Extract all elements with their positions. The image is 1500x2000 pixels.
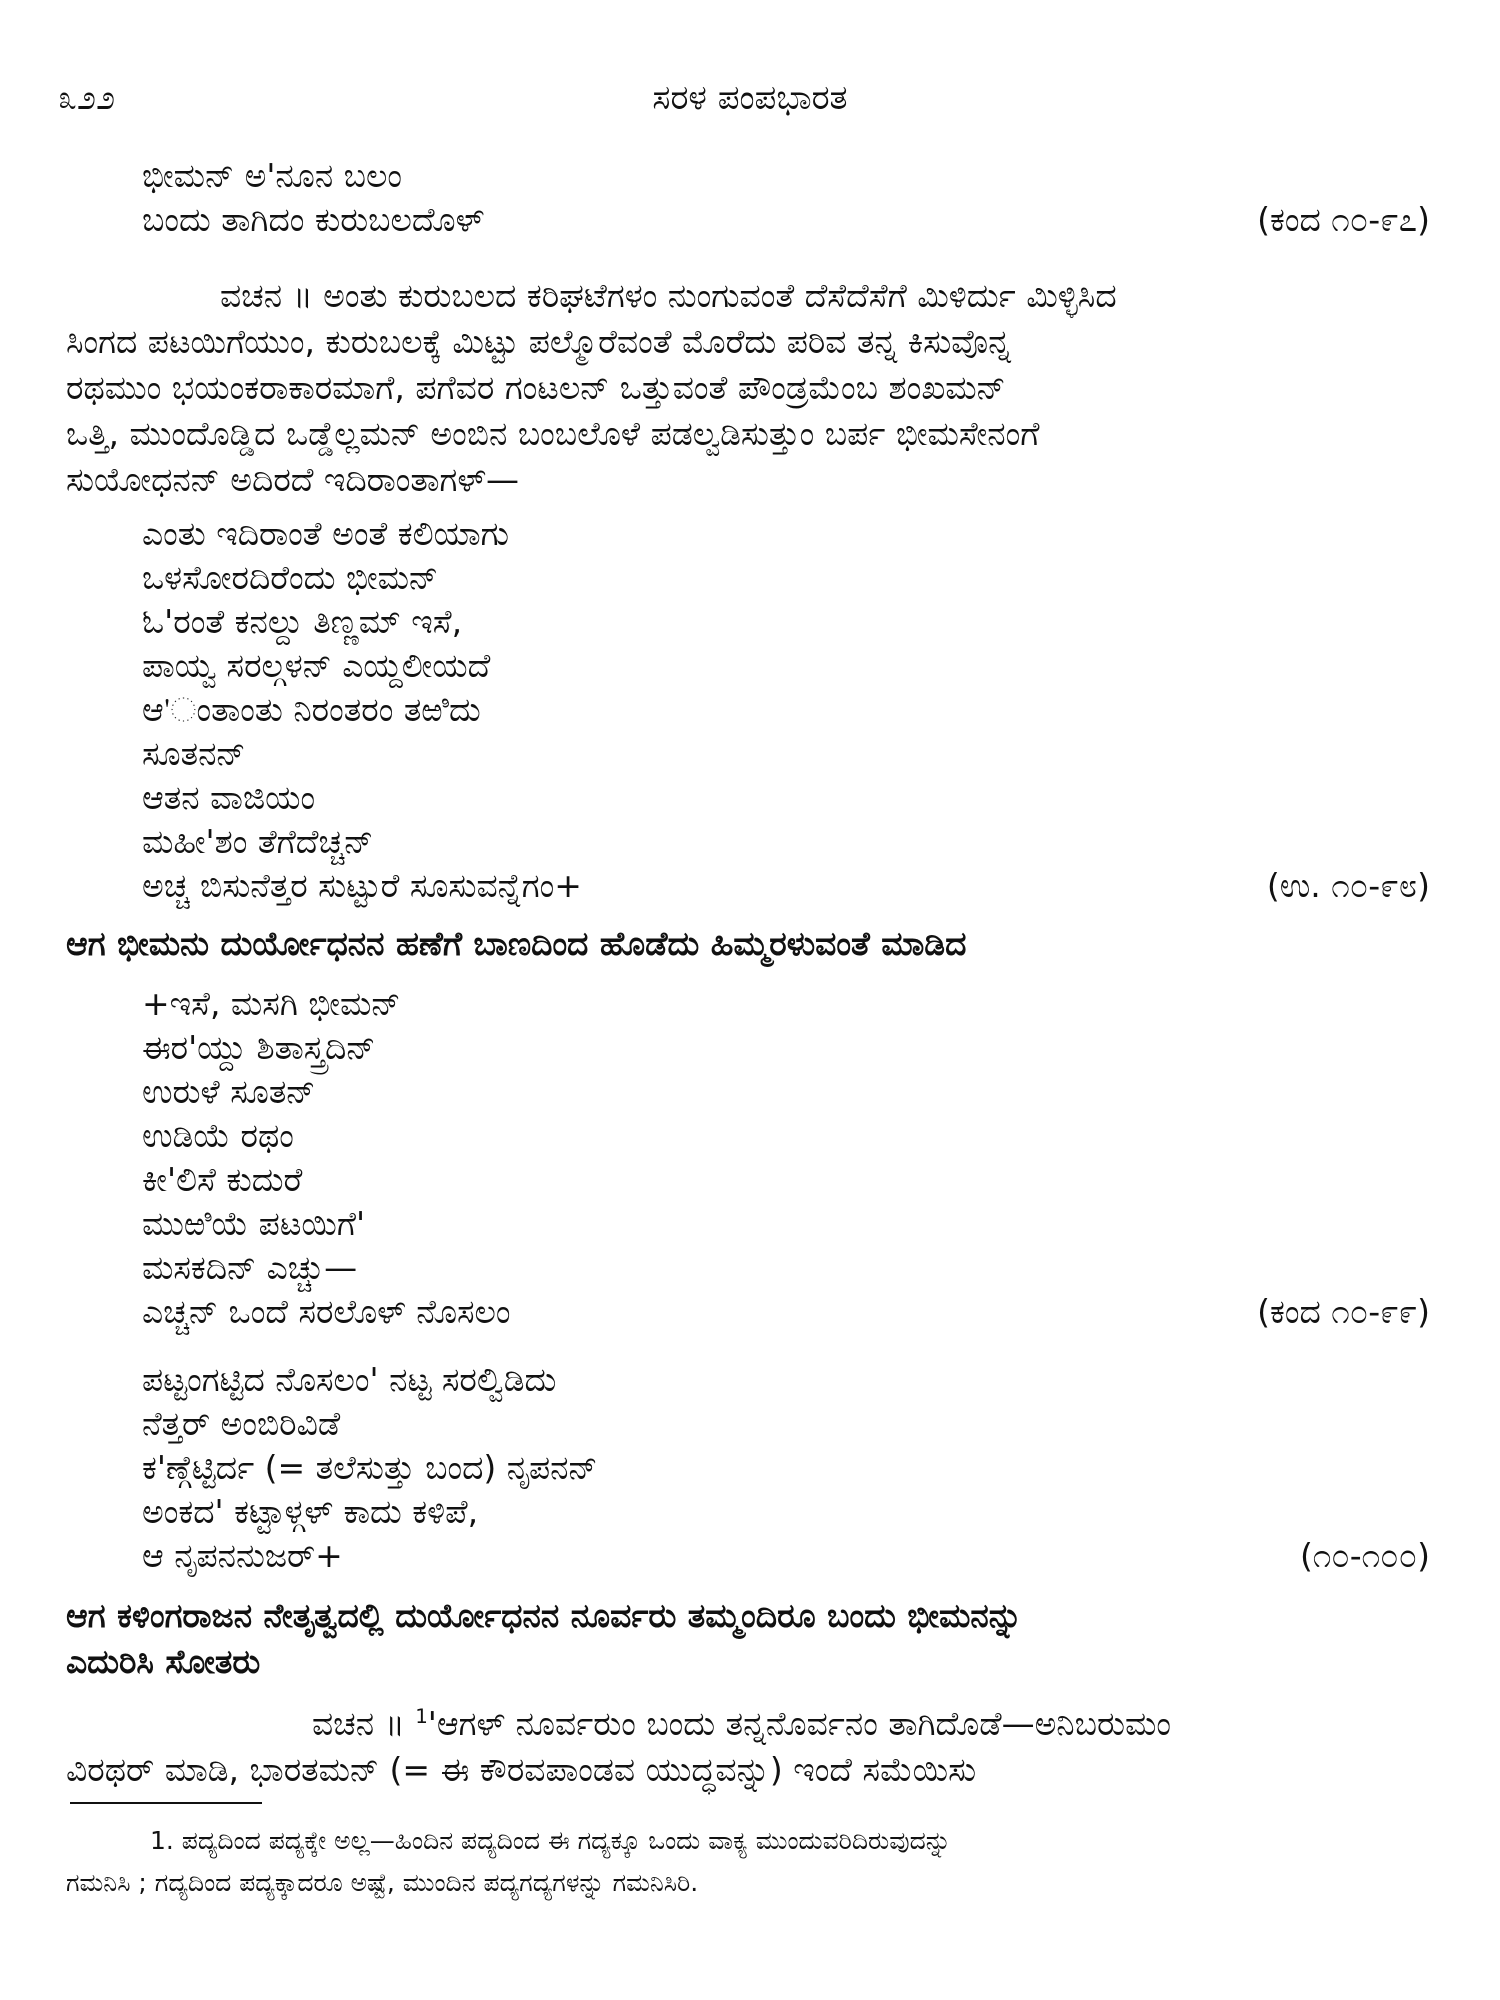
section-heading: ಎದುರಿಸಿ ಸೋತರು [66,1642,261,1681]
footnote-line: 1. ಪದ್ಯದಿಂದ ಪದ್ಯಕ್ಕೇ ಅಲ್ಲ—ಹಿಂದಿನ ಪದ್ಯದಿಂದ ಈ ಗದ್ಯಕ್ಕೂ ಒಂದು ವಾಕ್ಯ ಮುಂದುವರಿದಿರುವುದನ್ನು [150,1826,951,1855]
prose-line: ಸುಯೋಧನನ್ ಅದಿರದೆ ಇದಿರಾಂತಾಗಳ್— [66,460,520,499]
verse-line: ಕೀ'ಲಿಸೆ ಕುದುರೆ [142,1160,303,1199]
verse-line: ಎಚ್ಚನ್ ಒಂದೆ ಸರಲೊಳ್ ನೊಸಲಂ [142,1292,511,1331]
verse-line: ಉರುಳೆ ಸೂತನ್ [142,1072,316,1111]
verse-line: ಸೂತನನ್ [142,734,246,773]
verse-reference: (ಕಂದ ೧೦-೯೯) [1257,1292,1430,1331]
verse-line: ಎಂತು ಇದಿರಾಂತೆ ಅಂತೆ ಕಲಿಯಾಗು [142,514,509,553]
verse-line: ಬಂದು ತಾಗಿದಂ ಕುರುಬಲದೊಳ್ [142,200,485,239]
verse-line: ಆ'ಂತಾಂತು ನಿರಂತರಂ ತಱಿದು [142,690,481,729]
verse-reference: (೧೦-೧೦೦) [1299,1536,1430,1575]
verse-line: ಒಳಸೋರದಿರೆಂದು ಭೀಮನ್ [142,558,439,597]
verse-line: ಪಟ್ಟಂಗಟ್ಟಿದ ನೊಸಲಂ' ನಟ್ಟ ಸರಲ್ವಿಡಿದು [142,1360,557,1399]
verse-line: ಆ ನೃಪನನುಜರ್+ [142,1536,343,1575]
prose-line: ವಿರಥರ್ ಮಾಡಿ, ಭಾರತಮನ್ (= ಈ ಕೌರವಪಾಂಡವ ಯುದ್ಧವನ್ನು) ಇಂದೆ ಸಮೆಯಿಸು [66,1750,977,1789]
verse-line: +ಇಸೆ, ಮಸಗಿ ಭೀಮನ್ [142,984,401,1023]
footnote-marker: 1 [415,1705,428,1728]
verse-line: ಈರ'ಯ್ದು ಶಿತಾಸ್ತ್ರದಿನ್ [142,1028,376,1067]
verse-line: ಅಂಕದ' ಕಟ್ಟಾಳ್ಗಳ್ ಕಾದು ಕಳಿಪೆ, [142,1492,479,1531]
prose-line [312,1706,1171,1742]
verse-reference: (ಕಂದ ೧೦-೯೭) [1257,200,1430,239]
verse-line: ಭೀಮನ್ ಅ'ನೂನ ಬಲಂ [142,156,402,195]
verse-line: ನೆತ್ತರ್ ಅಂಬಿರಿವಿಡೆ [142,1404,341,1443]
verse-line: ಮಹೀ'ಶಂ ತೆಗೆದೆಚ್ಚನ್ [142,822,374,861]
verse-line: ಮಸಕದಿನ್ ಎಚ್ಚು— [142,1248,358,1287]
prose-text: 'ಆಗಳ್ ನೂರ್ವರುಂ ಬಂದು ತನ್ನನೊರ್ವನಂ ತಾಗಿದೊಡೆ—ಅನಿಬರುಮಂ [427,1704,1171,1743]
verse-line: ಉಡಿಯೆ ರಥಂ [142,1116,294,1155]
section-heading: ಆಗ ಭೀಮನು ದುರ್ಯೋಧನನ ಹಣೆಗೆ ಬಾಣದಿಂದ ಹೊಡೆದು ಹಿಮ್ಮರಳುವಂತೆ ಮಾಡಿದ [66,924,967,963]
verse-line: ಆತನ ವಾಜಿಯಂ [142,778,316,817]
verse-line: ಪಾಯ್ವ ಸರಲ್ಗಳನ್ ಎಯ್ದಲೀಯದೆ [142,646,491,685]
prose-line: ವಚನ ॥ ಅಂತು ಕುರುಬಲದ ಕರಿಘಟೆಗಳಂ ನುಂಗುವಂತೆ ದೆಸೆದೆಸೆಗೆ ಮಿಳಿರ್ದು ಮಿಳ್ಳಿಸಿದ [220,276,1117,315]
verse-line: ಮುಱಿಯೆ ಪಟಯಿಗೆ' [142,1204,366,1243]
prose-line: ರಥಮುಂ ಭಯಂಕರಾಕಾರಮಾಗೆ, ಪಗೆವರ ಗಂಟಲನ್ ಒತ್ತುವಂತೆ ಪೌಂಡ್ರಮೆಂಬ ಶಂಖಮನ್ [66,368,1006,407]
section-heading: ಆಗ ಕಳಿಂಗರಾಜನ ನೇತೃತ್ವದಲ್ಲಿ ದುರ್ಯೋಧನನ ನೂರ್ವರು ತಮ್ಮಂದಿರೂ ಬಂದು ಭೀಮನನ್ನು [66,1596,1023,1635]
verse-reference: (ಉ. ೧೦-೯೮) [1266,866,1430,905]
verse-line: ಅಚ್ಚ ಬಿಸುನೆತ್ತರ ಸುಟ್ಟುರೆ ಸೂಸುವನ್ನೆಗಂ+ [142,866,582,905]
verse-line: ಓ'ರಂತೆ ಕನಲ್ದು ತಿಣ್ಣಮ್ ಇಸೆ, [142,602,463,641]
page-number: ೩೨೨ [58,78,116,118]
verse-line: ಕ'ಣ್ಗೆಟ್ಟಿರ್ದ (= ತಲೆಸುತ್ತು ಬಂದ) ನೃಪನನ್ [142,1448,598,1487]
footnote-divider [70,1802,262,1804]
prose-line: ಒತ್ತಿ, ಮುಂದೊಡ್ಡಿದ ಒಡ್ಡೆಲ್ಲಮನ್ ಅಂಬಿನ ಬಂಬಲೊಳೆ ಪಡಲ್ವಡಿಸುತ್ತುಂ ಬರ್ಪ ಭೀಮಸೇನಂಗೆ [66,414,1040,453]
page-title: ಸರಳ ಪಂಪಭಾರತ [652,78,848,118]
prose-line: ಸಿಂಗದ ಪಟಯಿಗೆಯುಂ, ಕುರುಬಲಕ್ಕೆ ಮಿಟ್ಟು ಪಲ್ಮೊರೆವಂತೆ ಮೊರೆದು ಪರಿವ ತನ್ನ ಕಿಸುವೊನ್ನ [66,322,1011,361]
footnote-line: ಗಮನಿಸಿ ; ಗದ್ಯದಿಂದ ಪದ್ಯಕ್ಕಾದರೂ ಅಷ್ಟೆ, ಮುಂದಿನ ಪದ್ಯಗದ್ಯಗಳನ್ನು ಗಮನಿಸಿರಿ. [66,1868,699,1897]
prose-label: ವಚನ ॥ [312,1704,416,1743]
